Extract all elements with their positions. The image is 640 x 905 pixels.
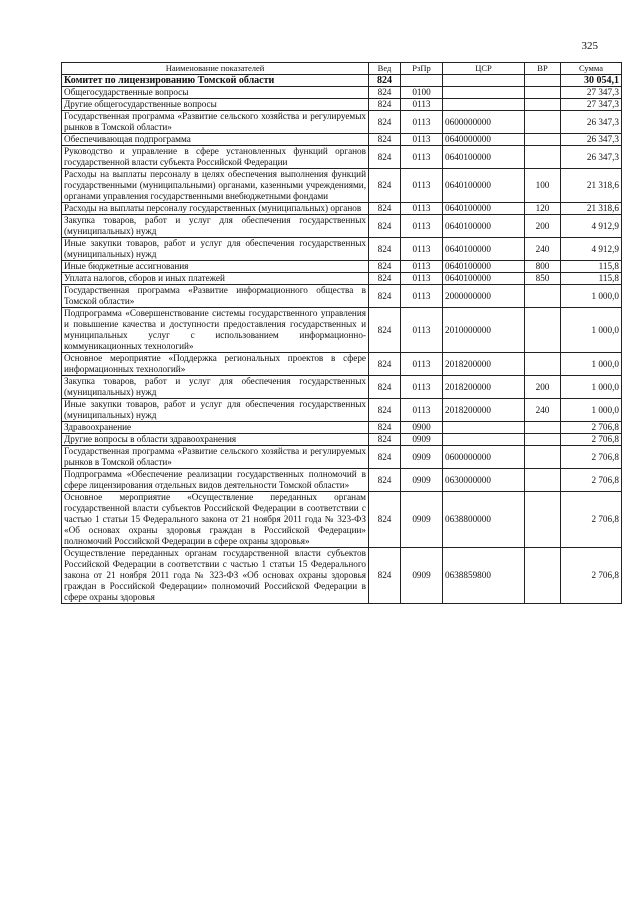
cell-vr <box>525 87 561 99</box>
cell-name: Здравоохранение <box>62 422 369 434</box>
cell-sum: 2 706,8 <box>561 548 622 604</box>
cell-ved: 824 <box>369 353 401 376</box>
cell-name: Осуществление переданных органам государственной власти субъектов Российской Федерации в соответствии с частью 1 статьи 15 Федерального закона от 21 ноября 2011 года № 323-ФЗ «Об основах охраны здоровья граждан в Российской Федерации» полномочий Российской Федерации в сфере охраны здоровья <box>62 548 369 604</box>
cell-rzpr: 0113 <box>401 238 443 261</box>
cell-vr <box>525 353 561 376</box>
table-row <box>62 111 622 134</box>
cell-sum: 21 318,6 <box>561 203 622 215</box>
cell-vr: 100 <box>525 169 561 203</box>
cell-vr <box>525 308 561 353</box>
cell-ved: 824 <box>369 492 401 548</box>
cell-vr <box>525 134 561 146</box>
cell-sum: 2 706,8 <box>561 422 622 434</box>
cell-csr <box>443 422 525 434</box>
table-row <box>62 87 622 99</box>
cell-vr <box>525 469 561 492</box>
cell-ved: 824 <box>369 261 401 273</box>
cell-ved: 824 <box>369 446 401 469</box>
cell-csr: 2010000000 <box>443 308 525 353</box>
header-sum: Сумма <box>561 63 622 75</box>
cell-name: Иные закупки товаров, работ и услуг для обеспечения государственных (муниципальных) нужд <box>62 399 369 422</box>
cell-name: Общегосударственные вопросы <box>62 87 369 99</box>
cell-sum: 27 347,3 <box>561 99 622 111</box>
cell-ved: 824 <box>369 99 401 111</box>
cell-name: Подпрограмма «Совершенствование системы государственного управления и повышение качества и доступности предоставления государственных и муниципальных услуг с использованием информационно-коммуникационных технологий» <box>62 308 369 353</box>
cell-name: Расходы на выплаты персоналу в целях обеспечения выполнения функций государственными (муниципальными) органами, казенными учреждениями, органами управления государственными внебюджетными фондами <box>62 169 369 203</box>
cell-rzpr: 0113 <box>401 111 443 134</box>
cell-rzpr <box>401 75 443 87</box>
cell-name: Другие вопросы в области здравоохранения <box>62 434 369 446</box>
table-row <box>62 434 622 446</box>
cell-rzpr: 0113 <box>401 273 443 285</box>
cell-csr <box>443 75 525 87</box>
cell-rzpr: 0113 <box>401 399 443 422</box>
cell-vr <box>525 492 561 548</box>
cell-vr <box>525 99 561 111</box>
cell-name: Государственная программа «Развитие сельского хозяйства и регулируемых рынков в Томской области» <box>62 446 369 469</box>
cell-ved: 824 <box>369 146 401 169</box>
cell-rzpr: 0909 <box>401 548 443 604</box>
cell-vr <box>525 446 561 469</box>
cell-rzpr: 0100 <box>401 87 443 99</box>
cell-ved: 824 <box>369 169 401 203</box>
cell-rzpr: 0909 <box>401 469 443 492</box>
table-row <box>62 422 622 434</box>
table-row <box>62 469 622 492</box>
table-row <box>62 446 622 469</box>
cell-rzpr: 0900 <box>401 422 443 434</box>
cell-rzpr: 0113 <box>401 261 443 273</box>
cell-vr <box>525 146 561 169</box>
budget-table <box>61 62 622 604</box>
table-body <box>62 75 622 604</box>
cell-ved: 824 <box>369 111 401 134</box>
cell-vr <box>525 285 561 308</box>
table-row <box>62 376 622 399</box>
cell-rzpr: 0113 <box>401 215 443 238</box>
cell-csr: 0640100000 <box>443 215 525 238</box>
cell-csr <box>443 87 525 99</box>
cell-sum: 2 706,8 <box>561 492 622 548</box>
cell-ved: 824 <box>369 215 401 238</box>
cell-ved: 824 <box>369 399 401 422</box>
cell-vr <box>525 111 561 134</box>
page-number: 325 <box>581 40 598 52</box>
cell-name: Основное мероприятие «Поддержка региональных проектов в сфере информационных технологий» <box>62 353 369 376</box>
table-row <box>62 238 622 261</box>
table-row <box>62 215 622 238</box>
cell-csr: 2018200000 <box>443 353 525 376</box>
cell-vr <box>525 434 561 446</box>
cell-rzpr: 0113 <box>401 169 443 203</box>
cell-sum: 4 912,9 <box>561 238 622 261</box>
table-row <box>62 548 622 604</box>
cell-ved: 824 <box>369 134 401 146</box>
cell-name: Расходы на выплаты персоналу государственных (муниципальных) органов <box>62 203 369 215</box>
cell-rzpr: 0113 <box>401 146 443 169</box>
table-row <box>62 134 622 146</box>
cell-vr: 120 <box>525 203 561 215</box>
cell-csr: 2018200000 <box>443 376 525 399</box>
cell-csr: 0640000000 <box>443 134 525 146</box>
cell-rzpr: 0113 <box>401 353 443 376</box>
cell-sum: 1 000,0 <box>561 308 622 353</box>
cell-sum: 21 318,6 <box>561 169 622 203</box>
cell-ved: 824 <box>369 376 401 399</box>
cell-vr <box>525 548 561 604</box>
cell-sum: 1 000,0 <box>561 376 622 399</box>
cell-ved: 824 <box>369 75 401 87</box>
table-row <box>62 285 622 308</box>
cell-name: Иные закупки товаров, работ и услуг для обеспечения государственных (муниципальных) нужд <box>62 238 369 261</box>
table-row <box>62 75 622 87</box>
cell-name: Другие общегосударственные вопросы <box>62 99 369 111</box>
table-row <box>62 353 622 376</box>
cell-name: Комитет по лицензированию Томской области <box>62 75 369 87</box>
cell-sum: 26 347,3 <box>561 111 622 134</box>
header-vr: ВР <box>525 63 561 75</box>
cell-sum: 2 706,8 <box>561 469 622 492</box>
cell-csr: 0600000000 <box>443 446 525 469</box>
cell-sum: 1 000,0 <box>561 353 622 376</box>
cell-vr: 200 <box>525 376 561 399</box>
cell-csr: 0638859800 <box>443 548 525 604</box>
cell-vr <box>525 422 561 434</box>
cell-ved: 824 <box>369 238 401 261</box>
cell-name: Подпрограмма «Обеспечение реализации государственных полномочий в сфере лицензирования отдельных видов деятельности Томской области» <box>62 469 369 492</box>
cell-sum: 1 000,0 <box>561 285 622 308</box>
cell-name: Закупка товаров, работ и услуг для обеспечения государственных (муниципальных) нужд <box>62 215 369 238</box>
table-row <box>62 261 622 273</box>
cell-rzpr: 0113 <box>401 134 443 146</box>
cell-name: Основное мероприятие «Осуществление переданных органам государственной власти субъектов Российской Федерации в соответствии с частью 1 статьи 15 Федерального закона от 21 ноября 2011 года № 323-ФЗ «Об основах охраны здоровья граждан в Российской Федерации» полномочий Российской Федерации в сфере охраны здоровья» <box>62 492 369 548</box>
cell-ved: 824 <box>369 308 401 353</box>
table-row <box>62 203 622 215</box>
cell-csr: 0630000000 <box>443 469 525 492</box>
cell-ved: 824 <box>369 434 401 446</box>
cell-ved: 824 <box>369 285 401 308</box>
cell-vr: 850 <box>525 273 561 285</box>
cell-sum: 1 000,0 <box>561 399 622 422</box>
cell-sum: 26 347,3 <box>561 134 622 146</box>
table-row <box>62 273 622 285</box>
cell-sum: 27 347,3 <box>561 87 622 99</box>
cell-name: Руководство и управление в сфере установленных функций органов государственной власти субъекта Российской Федерации <box>62 146 369 169</box>
cell-sum: 115,8 <box>561 273 622 285</box>
cell-name: Закупка товаров, работ и услуг для обеспечения государственных (муниципальных) нужд <box>62 376 369 399</box>
cell-csr: 0640100000 <box>443 238 525 261</box>
cell-csr: 2018200000 <box>443 399 525 422</box>
cell-csr: 0638800000 <box>443 492 525 548</box>
table-row <box>62 99 622 111</box>
cell-csr <box>443 99 525 111</box>
cell-csr: 0640100000 <box>443 169 525 203</box>
cell-sum: 4 912,9 <box>561 215 622 238</box>
cell-name: Иные бюджетные ассигнования <box>62 261 369 273</box>
cell-vr: 240 <box>525 238 561 261</box>
cell-name: Уплата налогов, сборов и иных платежей <box>62 273 369 285</box>
cell-rzpr: 0113 <box>401 203 443 215</box>
cell-csr: 0640100000 <box>443 273 525 285</box>
header-name: Наименование показателей <box>62 63 369 75</box>
cell-ved: 824 <box>369 273 401 285</box>
cell-sum: 2 706,8 <box>561 446 622 469</box>
cell-vr: 800 <box>525 261 561 273</box>
table-row <box>62 146 622 169</box>
cell-sum: 30 054,1 <box>561 75 622 87</box>
cell-csr: 0600000000 <box>443 111 525 134</box>
cell-rzpr: 0113 <box>401 376 443 399</box>
header-ved: Вед <box>369 63 401 75</box>
cell-vr: 200 <box>525 215 561 238</box>
cell-sum: 2 706,8 <box>561 434 622 446</box>
table-row <box>62 492 622 548</box>
cell-csr: 0640100000 <box>443 203 525 215</box>
cell-vr <box>525 75 561 87</box>
cell-ved: 824 <box>369 422 401 434</box>
cell-rzpr: 0909 <box>401 492 443 548</box>
table-row <box>62 169 622 203</box>
cell-rzpr: 0113 <box>401 308 443 353</box>
cell-ved: 824 <box>369 548 401 604</box>
cell-name: Государственная программа «Развитие сельского хозяйства и регулируемых рынков в Томской области» <box>62 111 369 134</box>
cell-vr: 240 <box>525 399 561 422</box>
cell-ved: 824 <box>369 469 401 492</box>
cell-ved: 824 <box>369 87 401 99</box>
cell-rzpr: 0909 <box>401 434 443 446</box>
cell-name: Государственная программа «Развитие информационного общества в Томской области» <box>62 285 369 308</box>
cell-rzpr: 0113 <box>401 285 443 308</box>
cell-rzpr: 0909 <box>401 446 443 469</box>
cell-csr: 0640100000 <box>443 146 525 169</box>
table-row <box>62 308 622 353</box>
cell-csr: 0640100000 <box>443 261 525 273</box>
header-rzpr: РзПр <box>401 63 443 75</box>
cell-sum: 26 347,3 <box>561 146 622 169</box>
cell-csr: 2000000000 <box>443 285 525 308</box>
table-header-row <box>62 63 622 75</box>
cell-ved: 824 <box>369 203 401 215</box>
cell-sum: 115,8 <box>561 261 622 273</box>
header-csr: ЦСР <box>443 63 525 75</box>
table-row <box>62 399 622 422</box>
cell-csr <box>443 434 525 446</box>
cell-rzpr: 0113 <box>401 99 443 111</box>
cell-name: Обеспечивающая подпрограмма <box>62 134 369 146</box>
